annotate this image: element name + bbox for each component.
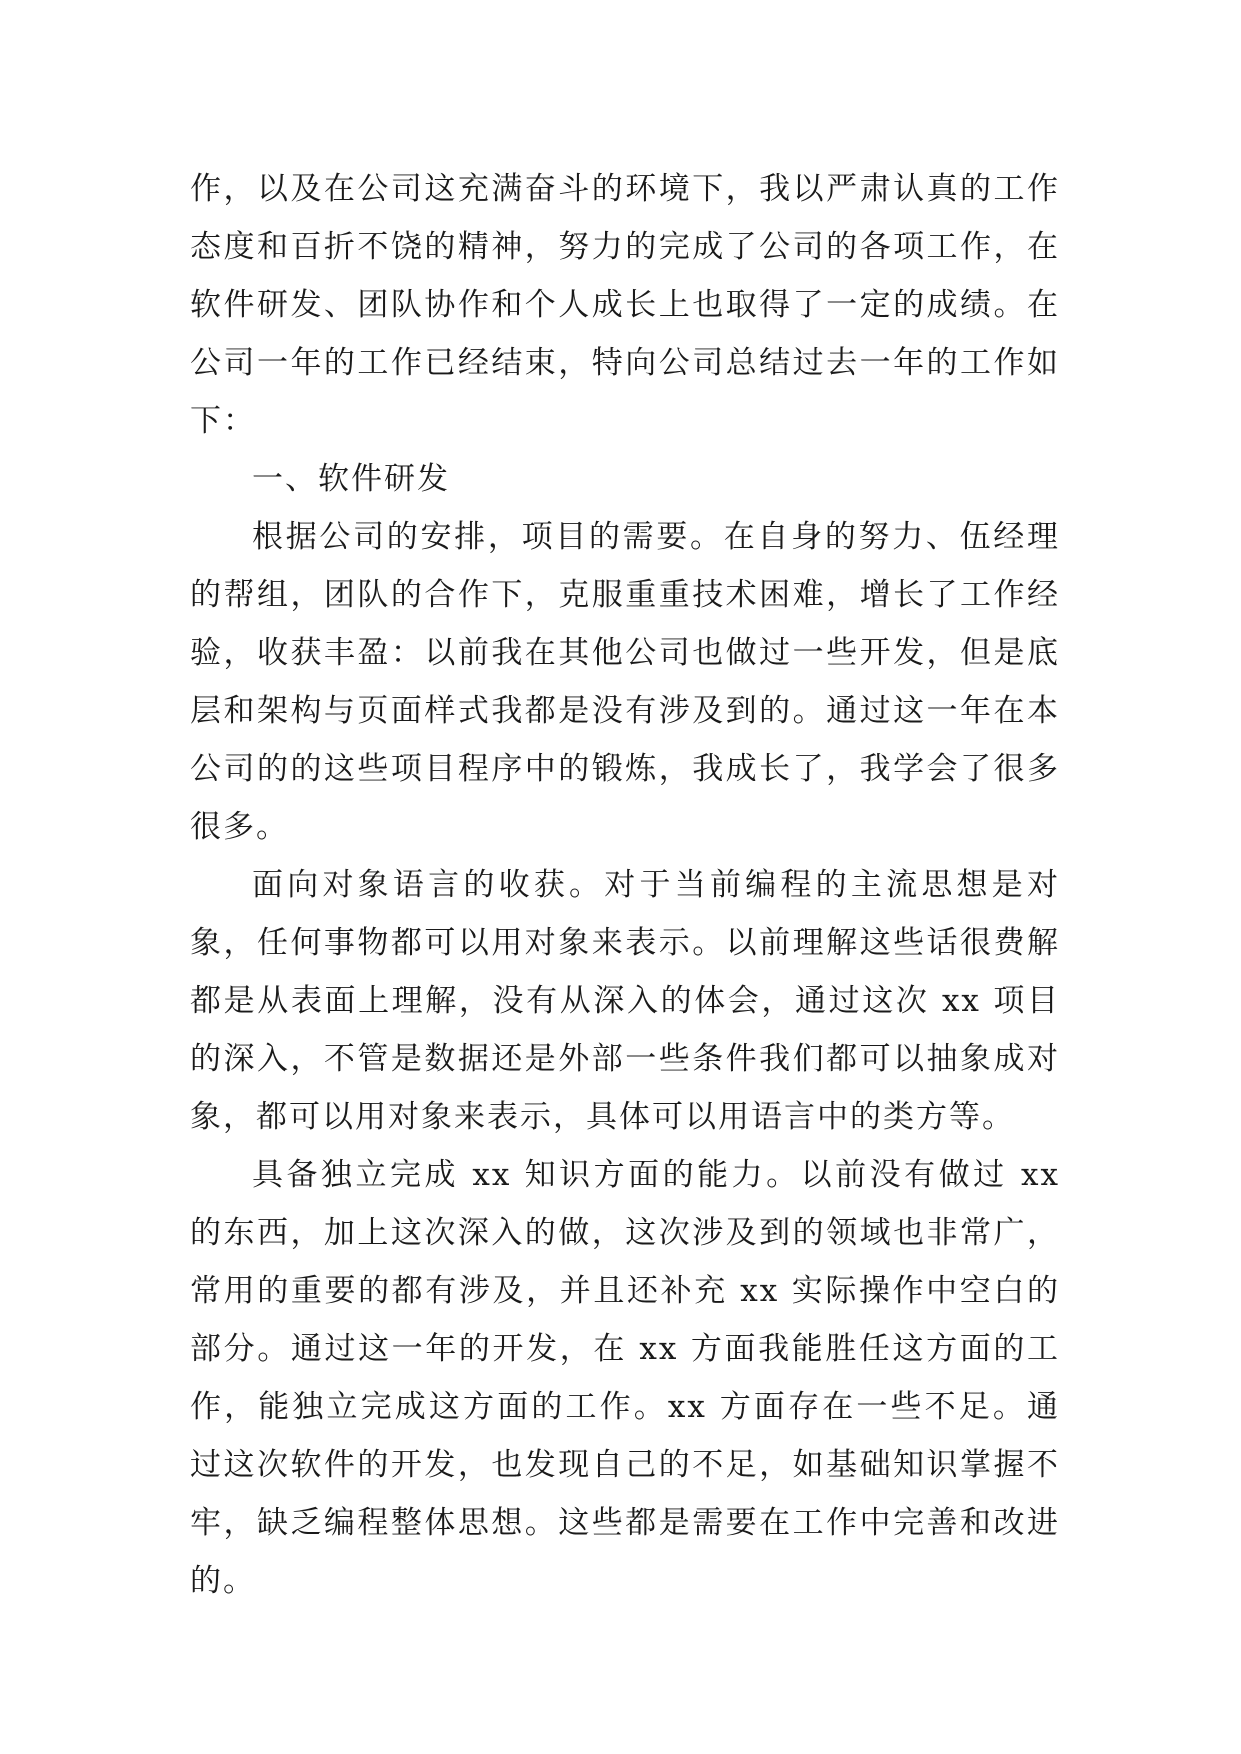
paragraph-intro-continuation: 作，以及在公司这充满奋斗的环境下，我以严肃认真的工作态度和百折不饶的精神，努力的完成了公司的各项工作，在软件研发、团队协作和个人成长上也取得了一定的成绩。在公司一年的工作已经结束，特向公司总结过去一年的工作如下： [190,171,1060,439]
section-heading-software-dev: 一、软件研发 [252,461,450,497]
paragraph-independent-ability: 具备独立完成 xx 知识方面的能力。以前没有做过 xx 的东西，加上这次深入的做，这次涉及到的领域也非常广，常用的重要的都有涉及，并且还补充 xx 实际操作中空白的部分。通过这一年的开发，在 xx 方面我能胜任这方面的工作，能独立完成这方面的工作。xx 方面存在一些不足。通过这次软件的开发，也发现自己的不足，如基础知识掌握不牢，缺乏编程整体思想。这些都是需要在工作中完善和改进的。 [190,1157,1060,1599]
paragraph-oop-gains: 面向对象语言的收获。对于当前编程的主流思想是对象，任何事物都可以用对象来表示。以前理解这些话很费解都是从表面上理解，没有从深入的体会，通过这次 xx 项目的深入，不管是数据还是外部一些条件我们都可以抽象成对象，都可以用对象来表示，具体可以用语言中的类方等。 [190,867,1060,1135]
paragraph-company-arrangement: 根据公司的安排，项目的需要。在自身的努力、伍经理的帮组，团队的合作下，克服重重技术困难，增长了工作经验，收获丰盈：以前我在其他公司也做过一些开发，但是底层和架构与页面样式我都是没有涉及到的。通过这一年在本公司的的这些项目程序中的锻炼，我成长了，我学会了很多很多。 [190,519,1060,845]
document-body [190,160,1060,1610]
